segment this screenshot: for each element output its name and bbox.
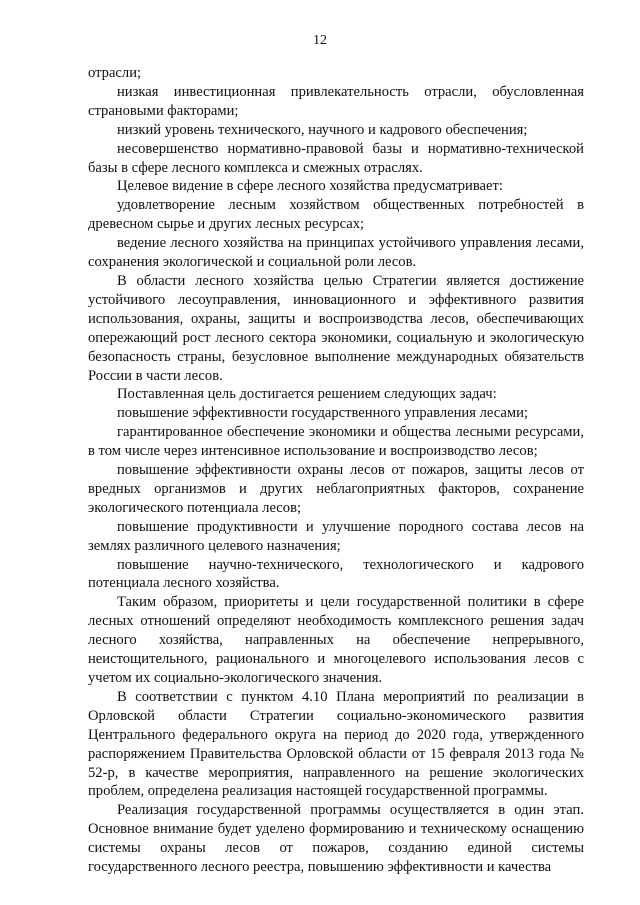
paragraph: несовершенство нормативно-правовой базы и нормативно-технической базы в сфере лесного комплекса и смежных отраслях. bbox=[88, 140, 584, 176]
paragraph: отрасли; bbox=[88, 65, 142, 81]
paragraph: Реализация государственной программы осуществляется в один этап. Основное внимание будет уделено формированию и техническому оснащению системы охраны лесов от пожаров, созданию единой системы государственного лесного реестра, повышению эффективности и качества bbox=[88, 802, 584, 876]
paragraph: повышение продуктивности и улучшение породного состава лесов на землях различного целевого назначения; bbox=[88, 518, 584, 554]
page-number: 12 bbox=[313, 33, 327, 48]
paragraph: низкий уровень технического, научного и кадрового обеспечения; bbox=[117, 121, 528, 138]
paragraph: Поставленная цель достигается решением следующих задач: bbox=[117, 386, 497, 403]
document-body bbox=[88, 64, 584, 877]
paragraph: удовлетворение лесным хозяйством общественных потребностей в древесном сырье и других лесных ресурсах; bbox=[88, 197, 584, 233]
paragraph: повышение эффективности государственного управления лесами; bbox=[117, 405, 528, 422]
paragraph: Таким образом, приоритеты и цели государственной политики в сфере лесных отношений определяют необходимость комплексного решения задач лесного хозяйства, направленных на обеспечение непрерывного, неистощительного, рационального и многоцелевого использования лесов с учетом их социально-экологического значения. bbox=[88, 594, 584, 686]
paragraph: В области лесного хозяйства целью Стратегии является достижение устойчивого лесоуправления, инновационного и эффективного развития использования, охраны, защиты и воспроизводства лесов, обеспечивающих опережающий рост лесного сектора экономики, социальную и экологическую безопасность страны, безусловное выполнение международных обязательств России в части лесов. bbox=[88, 272, 584, 384]
paragraph: Целевое видение в сфере лесного хозяйства предусматривает: bbox=[117, 178, 503, 195]
paragraph: ведение лесного хозяйства на принципах устойчивого управления лесами, сохранения экологической и социальной роли лесов. bbox=[88, 235, 584, 271]
paragraph: В соответствии с пунктом 4.10 Плана мероприятий по реализации в Орловской области Стратегии социально-экономического развития Центрального федерального округа на период до 2020 года, утвержденного распоряжением Правительства Орловской области от 15 февраля 2013 года № 52-р, в качестве мероприятия, направленного на решение экологических проблем, определена реализация настоящей государственной программы. bbox=[88, 688, 584, 800]
paragraph: повышение эффективности охраны лесов от пожаров, защиты лесов от вредных организмов и других неблагоприятных факторов, сохранение экологического потенциала лесов; bbox=[88, 462, 584, 516]
paragraph: гарантированное обеспечение экономики и общества лесными ресурсами, в том числе через интенсивное использование и воспроизводство лесов; bbox=[88, 424, 584, 460]
paragraph: повышение научно-технического, технологического и кадрового потенциала лесного хозяйства. bbox=[88, 556, 584, 592]
paragraph: низкая инвестиционная привлекательность отрасли, обусловленная страновыми факторами; bbox=[88, 83, 584, 119]
